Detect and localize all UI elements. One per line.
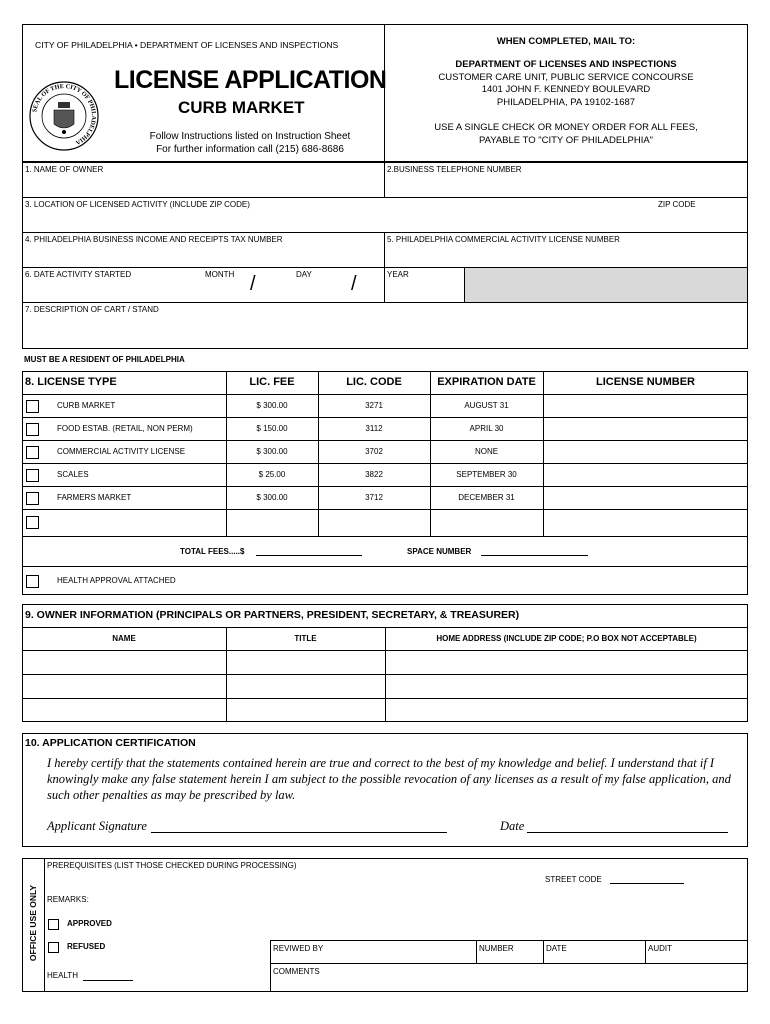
license-fee: $ 25.00	[258, 470, 286, 479]
license-code: 3702	[365, 447, 383, 456]
signature-label: Applicant Signature	[47, 819, 147, 833]
audit-field[interactable]: AUDIT	[648, 944, 672, 953]
description-field[interactable]: 7. DESCRIPTION OF CART / STAND	[25, 305, 159, 314]
license-type: COMMERCIAL ACTIVITY LICENSE	[57, 447, 186, 456]
street-code-label: STREET CODE	[545, 875, 602, 884]
license-fee: $ 300.00	[256, 447, 288, 456]
date-input[interactable]	[527, 832, 728, 833]
agency-line: CITY OF PHILADELPHIA • DEPARTMENT OF LICENSES AND INSPECTIONS	[35, 40, 339, 50]
zip-code-label: ZIP CODE	[658, 200, 696, 209]
curb-market-checkbox[interactable]	[26, 400, 39, 413]
col-lic-fee: LIC. FEE	[249, 376, 295, 388]
divider	[44, 858, 45, 992]
col-license-type: 8. LICENSE TYPE	[25, 376, 117, 388]
year-field[interactable]: YEAR	[387, 270, 409, 279]
farmers-market-checkbox[interactable]	[26, 492, 39, 505]
health-label: HEALTH	[47, 971, 78, 980]
form-title: LICENSE APPLICATION	[114, 66, 387, 94]
food-estab-checkbox[interactable]	[26, 423, 39, 436]
health-approval-label: HEALTH APPROVAL ATTACHED	[57, 576, 176, 585]
space-number-input[interactable]	[481, 555, 588, 556]
col-home-address: HOME ADDRESS (INCLUDE ZIP CODE; P.O BOX NOT ACCEPTABLE)	[436, 634, 697, 643]
divider	[22, 536, 748, 537]
instructions-line-2: For further information call (215) 686-8686	[156, 144, 344, 155]
total-fees-input[interactable]	[256, 555, 362, 556]
owner-title-input[interactable]	[227, 675, 384, 697]
license-code: 3271	[365, 401, 383, 410]
svg-text:SEAL OF THE CITY OF PHILADELPH: SEAL OF THE CITY OF PHILADELPHIA	[31, 82, 98, 147]
divider	[22, 486, 748, 487]
owner-name-input[interactable]	[23, 675, 225, 697]
divider	[384, 162, 385, 197]
col-name: NAME	[112, 634, 136, 643]
divider	[22, 417, 748, 418]
prerequisites-label: PREREQUISITES (LIST THOSE CHECKED DURING PROCESSING)	[47, 861, 297, 870]
divider	[22, 197, 748, 198]
license-expiration: SEPTEMBER 30	[456, 470, 517, 479]
divider	[476, 940, 477, 963]
review-date-field[interactable]: DATE	[546, 944, 567, 953]
owner-title-input[interactable]	[227, 651, 384, 673]
license-code: 3112	[365, 424, 383, 433]
mail-line-1: DEPARTMENT OF LICENSES AND INSPECTIONS	[455, 59, 677, 70]
license-expiration: APRIL 30	[469, 424, 504, 433]
license-fee: $ 150.00	[256, 424, 288, 433]
divider	[543, 371, 544, 536]
owner-address-input[interactable]	[386, 651, 747, 673]
approved-label: APPROVED	[67, 919, 112, 928]
divider	[384, 232, 385, 267]
owner-name-input[interactable]	[23, 699, 225, 721]
divider	[22, 232, 748, 233]
divider	[270, 940, 271, 992]
date-started-label: 6. DATE ACTIVITY STARTED	[25, 270, 132, 279]
office-use-side-label: OFFICE USE ONLY	[28, 884, 38, 962]
mail-line-2: CUSTOMER CARE UNIT, PUBLIC SERVICE CONCOURSE	[438, 72, 694, 83]
health-approval-checkbox[interactable]	[26, 575, 39, 588]
health-input[interactable]	[83, 980, 133, 981]
fee-note-2: PAYABLE TO "CITY OF PHILADELPHIA"	[478, 135, 654, 146]
day-field[interactable]: DAY	[296, 270, 312, 279]
shaded-block	[464, 268, 747, 302]
mail-line-3: 1401 JOHN F. KENNEDY BOULEVARD	[481, 84, 651, 95]
signature-input[interactable]	[151, 832, 447, 833]
owner-name-field[interactable]: 1. NAME OF OWNER	[25, 165, 104, 174]
mail-heading: WHEN COMPLETED, MAIL TO:	[496, 36, 636, 47]
month-field[interactable]: MONTH	[205, 270, 235, 279]
divider	[22, 394, 748, 395]
divider	[543, 940, 544, 963]
owner-title-input[interactable]	[227, 699, 384, 721]
owner-address-input[interactable]	[386, 675, 747, 697]
divider	[22, 440, 748, 441]
resident-note: MUST BE A RESIDENT OF PHILADELPHIA	[24, 355, 185, 364]
total-fees-label: TOTAL FEES.....$	[180, 547, 245, 556]
divider	[270, 940, 748, 941]
office-use-box	[22, 858, 748, 992]
license-type: FARMERS MARKET	[57, 493, 132, 502]
divider	[645, 940, 646, 963]
space-number-label: SPACE NUMBER	[407, 547, 472, 556]
license-expiration: DECEMBER 31	[458, 493, 515, 502]
license-type: FOOD ESTAB. (RETAIL, NON PERM)	[57, 424, 193, 433]
license-type: SCALES	[57, 470, 89, 479]
license-fee: $ 300.00	[256, 493, 288, 502]
date-slash-1: /	[250, 273, 256, 295]
commercial-activity-checkbox[interactable]	[26, 446, 39, 459]
license-code: 3712	[365, 493, 383, 502]
col-license-number: LICENSE NUMBER	[595, 376, 695, 388]
date-label: Date	[500, 819, 525, 833]
approved-checkbox[interactable]	[48, 919, 59, 930]
tax-number-field[interactable]: 4. PHILADELPHIA BUSINESS INCOME AND RECEIPTS TAX NUMBER	[25, 235, 283, 244]
activity-license-field[interactable]: 5. PHILADELPHIA COMMERCIAL ACTIVITY LICENSE NUMBER	[387, 235, 620, 244]
form-subtitle: CURB MARKET	[178, 98, 305, 117]
mail-line-4: PHILADELPHIA, PA 19102-1687	[496, 97, 636, 108]
divider	[22, 566, 748, 567]
col-title: TITLE	[294, 634, 317, 643]
certification-heading: 10. APPLICATION CERTIFICATION	[25, 737, 196, 749]
divider	[22, 463, 748, 464]
location-field[interactable]: 3. LOCATION OF LICENSED ACTIVITY (INCLUDE ZIP CODE)	[25, 200, 250, 209]
certification-text: I hereby certify that the statements contained herein are true and correct to the best of my knowledge and belief. I understand that if I knowingly make any false statement herein I am subject to the possible revocation of any licenses as a result of my false application, and such other penalties as may be prescribed by law.	[47, 756, 731, 802]
remarks-label: REMARKS:	[47, 895, 89, 904]
owner-name-input[interactable]	[23, 651, 225, 673]
instructions-line-1: Follow Instructions listed on Instruction Sheet	[149, 131, 351, 142]
license-expiration: NONE	[474, 447, 499, 456]
license-fee: $ 300.00	[256, 401, 288, 410]
city-seal-icon	[28, 80, 100, 152]
date-slash-2: /	[351, 273, 357, 295]
comments-field[interactable]: COMMENTS	[273, 967, 320, 976]
refused-label: REFUSED	[67, 942, 106, 951]
divider	[22, 509, 748, 510]
refused-checkbox[interactable]	[48, 942, 59, 953]
license-code: 3822	[365, 470, 383, 479]
col-expiration: EXPIRATION DATE	[437, 376, 536, 388]
divider	[270, 963, 748, 964]
license-type: CURB MARKET	[57, 401, 116, 410]
street-code-input[interactable]	[610, 883, 684, 884]
scales-checkbox[interactable]	[26, 469, 39, 482]
owner-address-input[interactable]	[386, 699, 747, 721]
number-field[interactable]: NUMBER	[479, 944, 514, 953]
owner-info-heading: 9. OWNER INFORMATION (PRINCIPALS OR PARTNERS, PRESIDENT, SECRETARY, & TREASURER)	[25, 609, 520, 621]
divider	[22, 302, 748, 303]
business-phone-field[interactable]: 2.BUSINESS TELEPHONE NUMBER	[387, 165, 522, 174]
license-expiration: AUGUST 31	[464, 401, 509, 410]
col-lic-code: LIC. CODE	[346, 376, 402, 388]
fee-note-1: USE A SINGLE CHECK OR MONEY ORDER FOR ALL FEES,	[434, 122, 698, 133]
reviewed-by-field[interactable]: REVIWED BY	[273, 944, 324, 953]
divider	[384, 267, 385, 302]
other-license-checkbox[interactable]	[26, 516, 39, 529]
